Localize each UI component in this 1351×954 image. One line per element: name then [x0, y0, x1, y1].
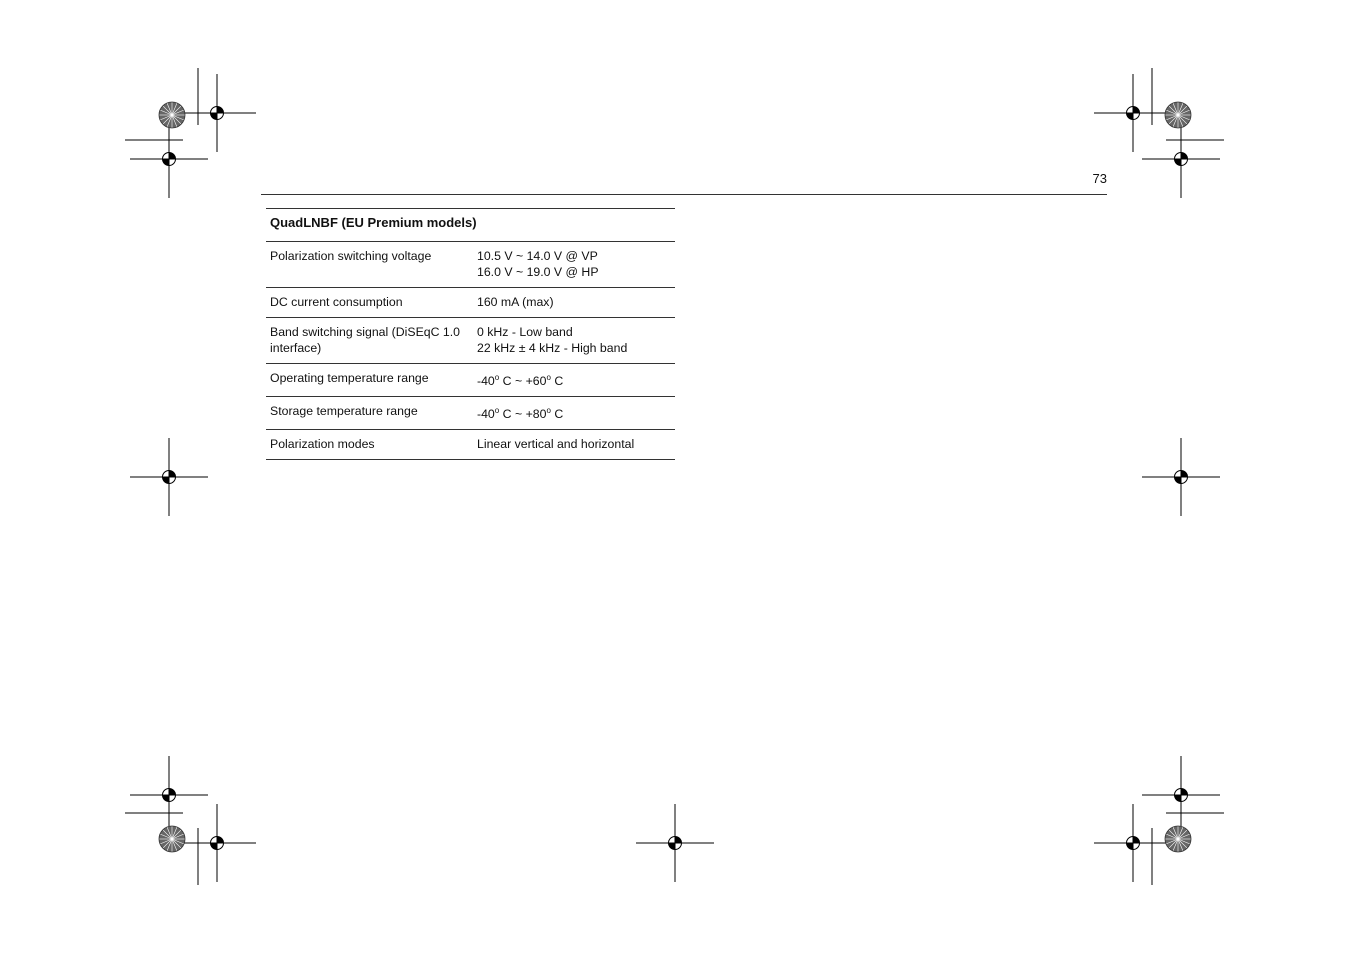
temp-unit: C [502, 407, 512, 421]
degree-mark: o [546, 372, 551, 382]
param-label: Band switching signal (DiSEqC 1.0 interface) [266, 318, 473, 364]
temp-low: -40 [477, 374, 495, 388]
temp-separator: ~ [514, 407, 523, 421]
param-label: Polarization modes [266, 430, 473, 460]
temp-unit: C [554, 407, 564, 421]
degree-mark: o [494, 405, 500, 415]
temp-high: +60 [525, 374, 547, 388]
param-label: DC current consumption [266, 288, 473, 318]
param-value [473, 397, 675, 430]
param-value [473, 242, 675, 288]
table-header-row [266, 209, 675, 242]
table-row [266, 242, 675, 288]
table-row [266, 288, 675, 318]
temp-high: +80 [525, 407, 547, 421]
value-line: 160 mA (max) [477, 295, 554, 309]
value-line: 16.0 V ~ 19.0 V @ HP [477, 265, 599, 279]
header-rule [261, 194, 1107, 195]
table-row [266, 364, 675, 397]
value-line: 10.5 V ~ 14.0 V @ VP [477, 249, 598, 263]
param-label: Storage temperature range [266, 397, 473, 430]
value-line: 0 kHz - Low band [477, 325, 573, 339]
table-row [266, 430, 675, 460]
page-number: 73 [1092, 171, 1107, 186]
spec-table [266, 208, 675, 460]
param-value [473, 364, 675, 397]
temp-unit: C [502, 374, 512, 388]
temp-low: -40 [477, 407, 495, 421]
value-line: 22 kHz ± 4 kHz - High band [477, 341, 628, 355]
table-row [266, 397, 675, 430]
degree-mark: o [494, 372, 500, 382]
degree-mark: o [546, 405, 551, 415]
param-value [473, 288, 675, 318]
param-label: Operating temperature range [266, 364, 473, 397]
table-heading: QuadLNBF (EU Premium models) [266, 209, 675, 242]
value-line: Linear vertical and horizontal [477, 437, 635, 451]
temp-separator: ~ [514, 374, 523, 388]
temp-unit: C [554, 374, 564, 388]
param-value [473, 430, 675, 460]
param-label: Polarization switching voltage [266, 242, 473, 288]
param-value [473, 318, 675, 364]
table-row [266, 318, 675, 364]
